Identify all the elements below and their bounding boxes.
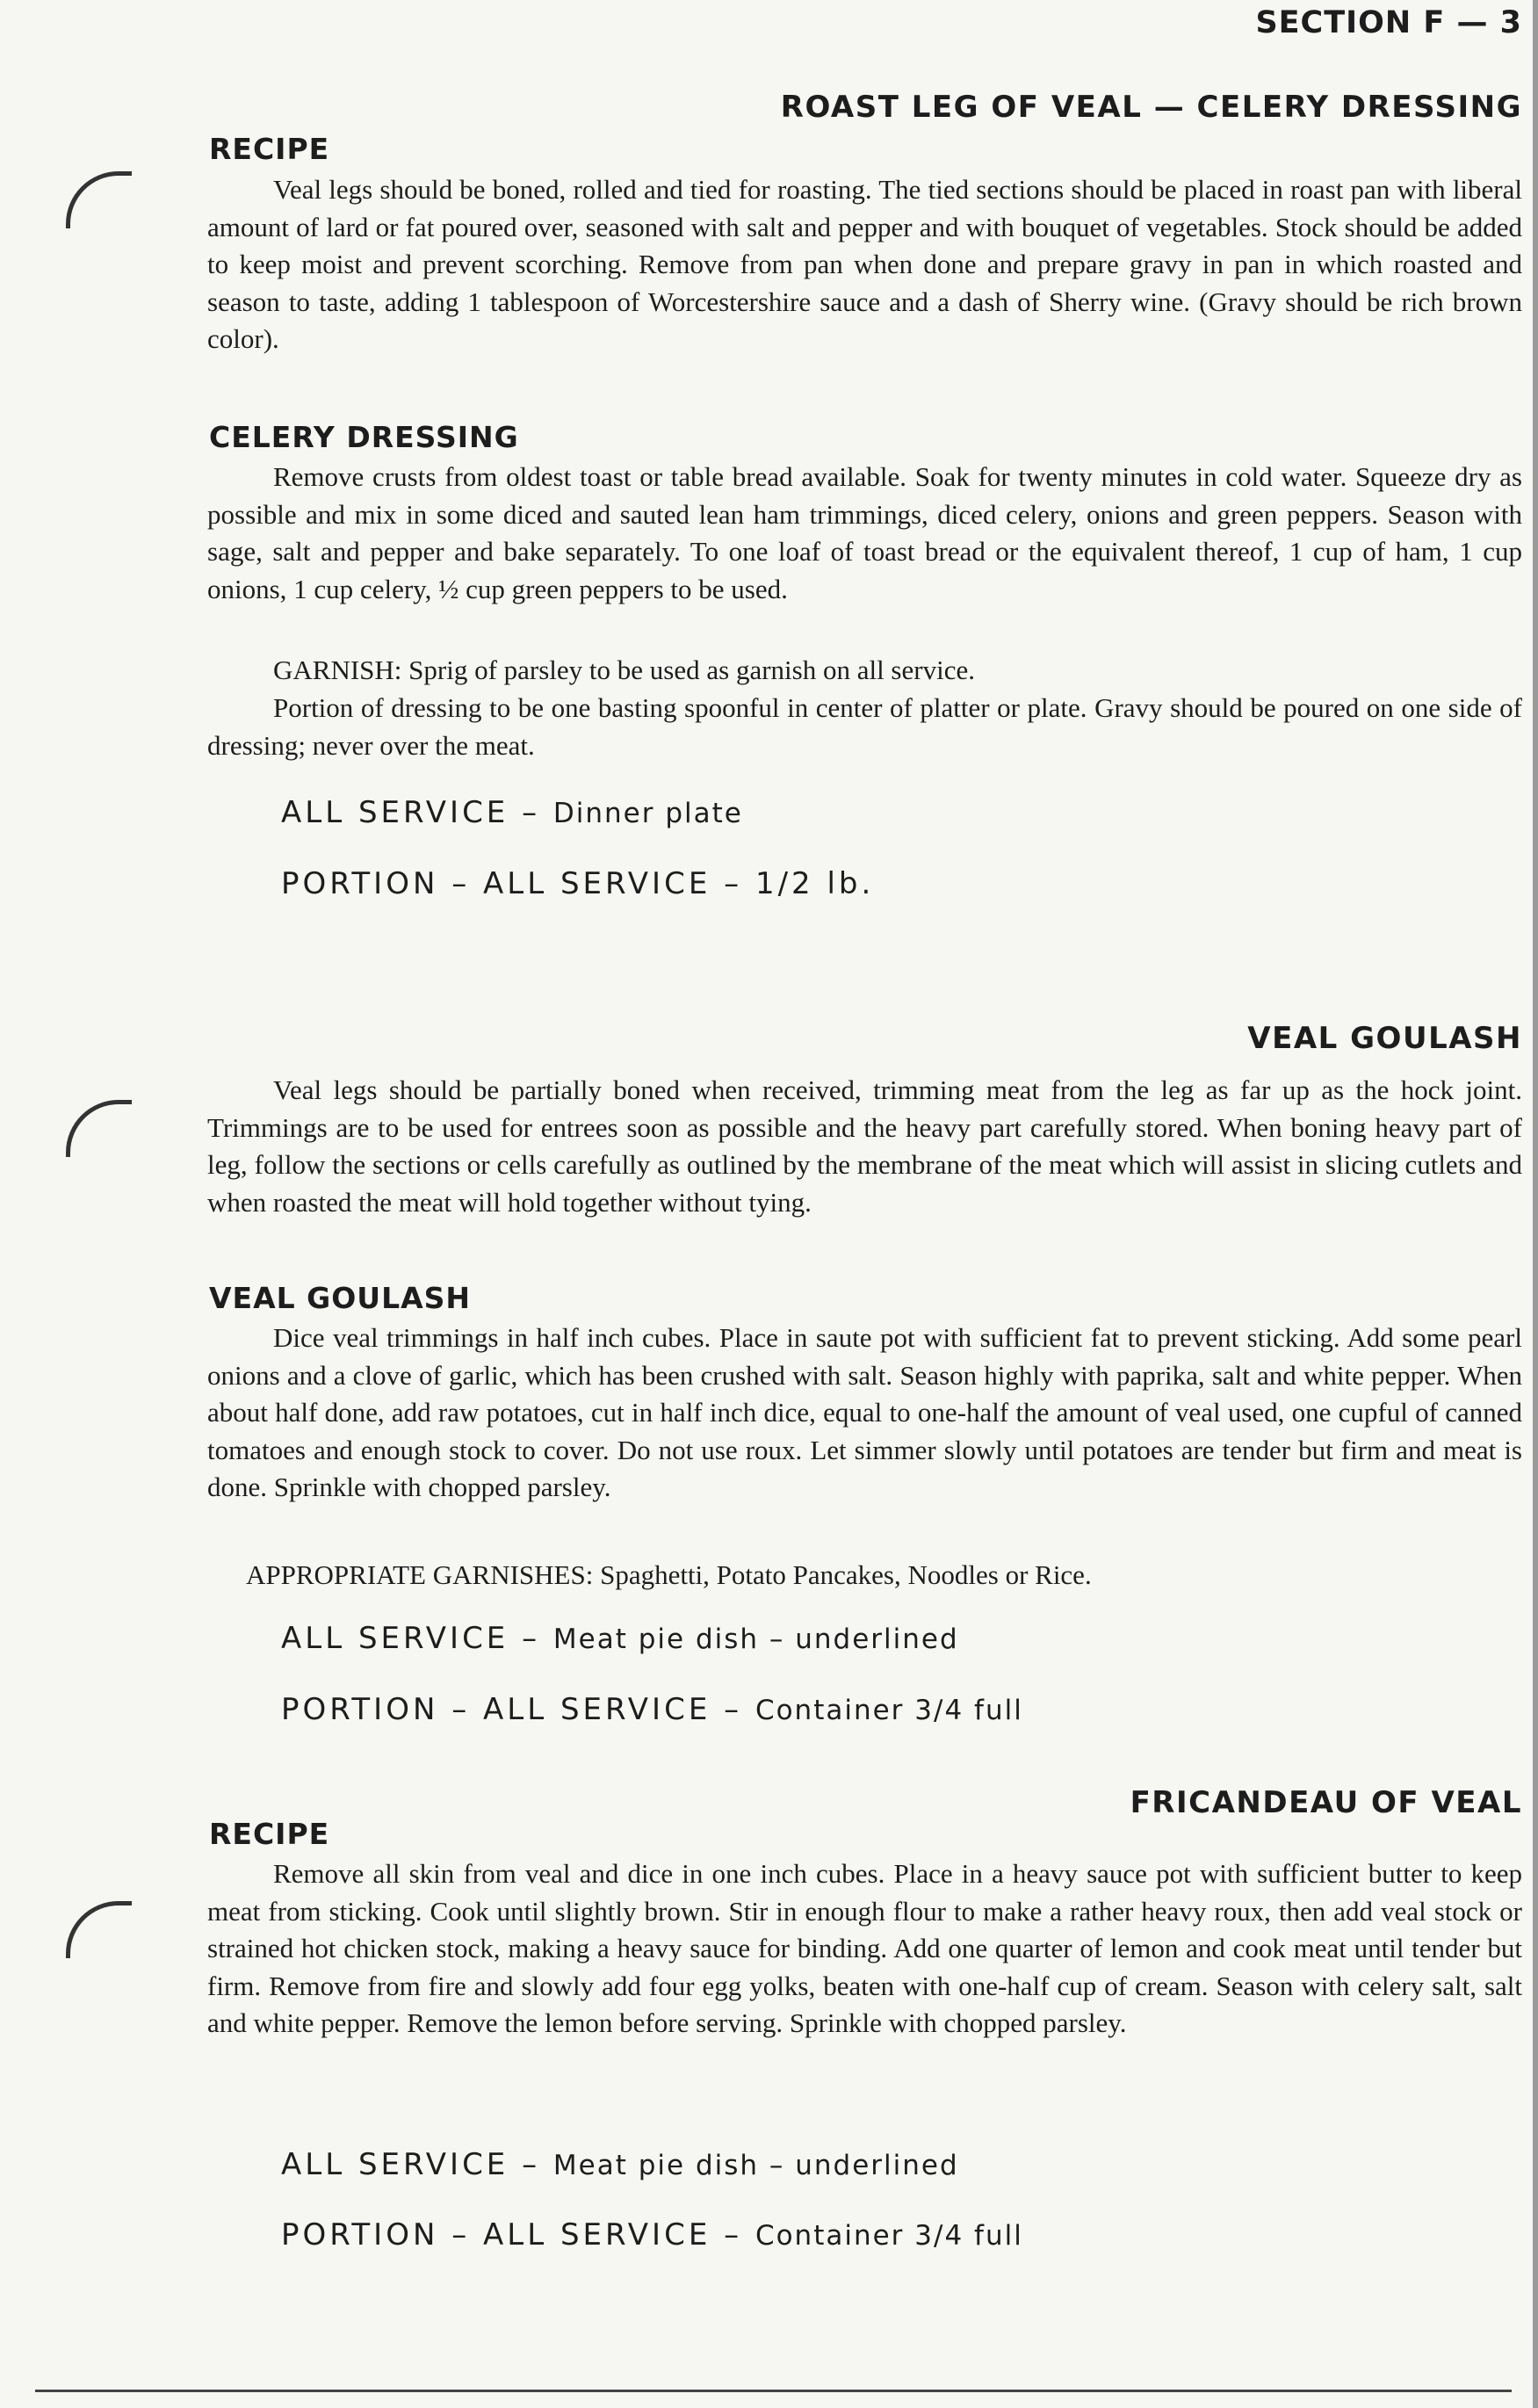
roast-recipe-label: RECIPE: [209, 132, 330, 166]
goulash-portion-value: Container 3/4 full: [755, 1695, 1023, 1726]
goulash-service-label: ALL SERVICE –: [281, 1621, 553, 1656]
goulash-intro-text: Veal legs should be partially boned when received, trimming meat from the leg as far up as the hock joint. Trimmings are to be used for entrees soon as possible and the heavy part carefully stored. When boning heavy part of leg, follow the sections or cells carefully as outlined by the membrane of the meat which will assist in slicing cutlets and when roasted the meat will hold together without tying.: [207, 1074, 1522, 1218]
fricandeau-service-value: Meat pie dish – underlined: [552, 2150, 959, 2181]
goulash-service-value: Meat pie dish – underlined: [552, 1623, 959, 1655]
goulash-portion-label: PORTION – ALL SERVICE –: [281, 1692, 755, 1727]
celery-dressing-text: Remove crusts from oldest toast or table bread available. Soak for twenty minutes in cold water. Squeeze dry as possible and mix in some diced and sauted lean ham trimmings, diced celery, onions and green peppers. Season with sage, salt and pepper and bake separately. To one loaf of toast bread or the equivalent thereof, 1 cup of ham, 1 cup onions, 1 cup celery, ½ cup green peppers to be used.: [207, 461, 1522, 604]
roast-portion-line: [281, 866, 874, 901]
fricandeau-portion-line: [281, 2217, 1023, 2253]
punch-hole-middle: [66, 1100, 132, 1157]
page-right-edge: [1533, 0, 1538, 2408]
roast-title: ROAST LEG OF VEAL — CELERY DRESSING: [780, 90, 1522, 125]
fricandeau-service-line: [281, 2147, 959, 2182]
fricandeau-recipe-text: Remove all skin from veal and dice in one inch cubes. Place in a heavy sauce pot with sufficient butter to keep meat from sticking. Cook until slightly brown. Stir in enough flour to make a rather heavy roux, then add veal stock or strained hot chicken stock, making a heavy sauce for binding. Add one quarter of lemon and cook meat until tender but firm. Remove from fire and slowly add four egg yolks, beaten with one-half cup of cream. Season with celery salt, salt and white pepper. Remove the lemon before serving. Sprinkle with chopped parsley.: [207, 1858, 1522, 2038]
goulash-portion-line: [281, 1692, 1023, 1727]
celery-dressing-label: CELERY DRESSING: [209, 420, 519, 454]
roast-recipe-text: Veal legs should be boned, rolled and tied for roasting. The tied sections should be placed in roast pan with liberal amount of lard or fat poured over, seasoned with salt and pepper and with bouquet of vegetables. Stock should be added to keep moist and prevent scorching. Remove from pan when done and prepare gravy in pan in which roasted and season to taste, adding 1 tablespoon of Worcestershire sauce and a dash of Sherry wine. (Gravy should be rich brown color).: [207, 174, 1522, 354]
fricandeau-recipe-label: RECIPE: [209, 1817, 330, 1851]
section-header: SECTION F — 3: [1255, 5, 1522, 40]
goulash-title: VEAL GOULASH: [1247, 1021, 1522, 1056]
roast-portion-text: Portion of dressing to be one basting spoonful in center of platter or plate. Gravy should be poured on one side of dressing; never over the meat.: [207, 692, 1522, 761]
roast-service-line: [281, 795, 743, 830]
roast-service-label: ALL SERVICE –: [281, 795, 553, 830]
fricandeau-portion-value: Container 3/4 full: [755, 2220, 1023, 2252]
fricandeau-service-label: ALL SERVICE –: [281, 2147, 553, 2182]
fricandeau-title: FRICANDEAU OF VEAL: [1130, 1785, 1522, 1820]
punch-hole-bottom: [66, 1901, 132, 1958]
roast-garnish-text: GARNISH: Sprig of parsley to be used as garnish on all service.: [273, 654, 975, 685]
goulash-recipe-text: Dice veal trimmings in half inch cubes. Place in saute pot with sufficient fat to prevent sticking. Add some pearl onions and a clove of garlic, which has been crushed with salt. Season highly with paprika, salt and white pepper. When about half done, add raw potatoes, cut in half inch dice, equal to one-half the amount of veal used, one cupful of canned tomatoes and enough stock to cover. Do not use roux. Let simmer slowly until potatoes are tender but firm and meat is done. Sprinkle with chopped parsley.: [207, 1322, 1522, 1502]
roast-portion-value: 1/2 lb.: [755, 866, 875, 901]
fricandeau-portion-label: PORTION – ALL SERVICE –: [281, 2217, 755, 2253]
roast-portion-label: PORTION – ALL SERVICE –: [281, 866, 755, 901]
goulash-service-line: [281, 1621, 959, 1656]
goulash-garnish-text: APPROPRIATE GARNISHES: Spaghetti, Potato Pancakes, Noodles or Rice.: [246, 1559, 1092, 1590]
roast-service-value: Dinner plate: [552, 798, 743, 829]
page-bottom-edge: [35, 2390, 1512, 2392]
goulash-sub-label: VEAL GOULASH: [209, 1281, 472, 1315]
punch-hole-top: [66, 171, 132, 228]
